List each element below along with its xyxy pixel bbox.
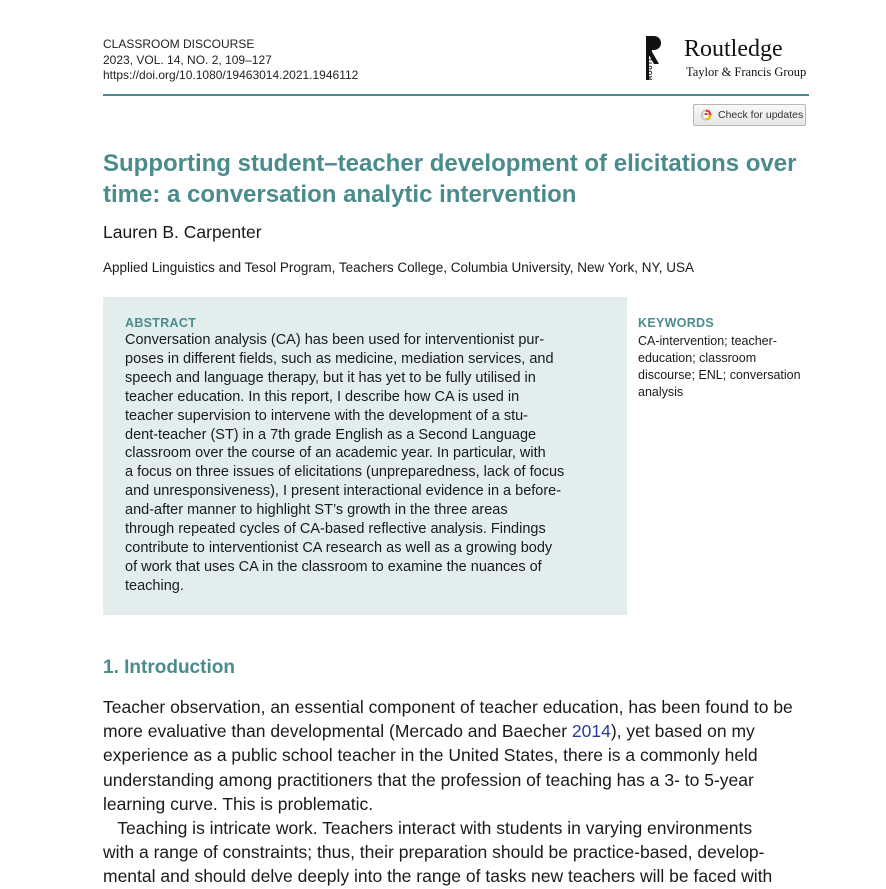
- body-line: Teaching is intricate work. Teachers interact with students in varying environments: [103, 818, 753, 839]
- author-name[interactable]: Lauren B. Carpenter: [103, 222, 262, 242]
- body-line: learning curve. This is problematic.: [103, 793, 374, 814]
- body-line: Teacher observation, an essential component of teacher education, has been found to be: [103, 697, 793, 717]
- introduction-body: [103, 695, 809, 889]
- abstract-text: [125, 331, 605, 596]
- author-affiliation: Applied Linguistics and Tesol Program, Teachers College, Columbia University, New York, NY, USA: [103, 260, 695, 275]
- journal-header: [103, 37, 358, 84]
- abstract-line: Conversation analysis (CA) has been used for interventionist pur-: [125, 332, 545, 348]
- abstract-line: and unresponsiveness), I present interactional evidence in a before-: [125, 483, 562, 500]
- abstract-line: classroom over the course of an academic year. In particular, with: [125, 445, 546, 462]
- article-title: Supporting student–teacher development of elicitations over time: a conversation analytic intervention: [103, 150, 797, 208]
- abstract-line: teacher education. In this report, I describe how CA is used in: [125, 388, 520, 405]
- check-for-updates-label: Check for updates: [718, 109, 804, 121]
- abstract-line: contribute to interventionist CA research as well as a growing body: [125, 539, 553, 556]
- abstract-heading: ABSTRACT: [125, 316, 197, 330]
- publisher-subtitle: Taylor & Francis Group: [686, 65, 807, 79]
- journal-name: CLASSROOM DISCOURSE: [103, 37, 255, 51]
- abstract-line: of work that uses CA in the classroom to examine the nuances of: [125, 558, 542, 575]
- journal-doi[interactable]: https://doi.org/10.1080/19463014.2021.1946112: [103, 68, 359, 82]
- abstract-box: [103, 297, 627, 615]
- abstract-line: and-after manner to highlight ST’s growth in the three areas: [125, 502, 508, 519]
- keywords-line: analysis: [638, 385, 684, 399]
- keywords-heading: KEYWORDS: [638, 316, 715, 330]
- journal-volume: 2023, VOL. 14, NO. 2, 109–127: [103, 52, 272, 67]
- publisher-logo[interactable]: [640, 32, 810, 84]
- citation-link[interactable]: 2014: [571, 721, 611, 742]
- abstract-line: teaching.: [125, 577, 184, 594]
- body-text-span: ), yet based on my: [610, 721, 755, 742]
- check-for-updates-button[interactable]: [693, 104, 806, 126]
- abstract-line: poses in different fields, such as medicine, mediation services, and: [125, 350, 554, 367]
- body-line: [103, 719, 809, 743]
- abstract-line: teacher supervision to intervene with the development of a stu-: [125, 407, 529, 424]
- publisher-name: Routledge: [684, 36, 783, 62]
- keywords-line: CA-intervention; teacher-: [638, 334, 777, 348]
- header-divider: [103, 94, 809, 96]
- abstract-line: dent-teacher (ST) in a 7th grade English as a Second Language: [125, 426, 537, 443]
- body-line: mental and should delve deeply into the range of tasks new teachers will be faced with: [103, 866, 773, 887]
- body-line: experience as a public school teacher in the United States, there is a commonly held: [103, 745, 758, 766]
- abstract-line: through repeated cycles of CA-based reflective analysis. Findings: [125, 521, 546, 538]
- crossmark-icon: [700, 109, 712, 121]
- body-line: understanding among practitioners that the profession of teaching has a 3- to 5-year: [103, 769, 754, 790]
- keywords-line: discourse; ENL; conversation: [638, 368, 801, 382]
- abstract-line: speech and language therapy, but it has yet to be fully utilised in: [125, 369, 536, 386]
- keywords-list: [638, 333, 818, 401]
- body-line: with a range of constraints; thus, their preparation should be practice-based, develop-: [103, 842, 765, 863]
- keywords-line: education; classroom: [638, 351, 757, 365]
- introduction-heading: 1. Introduction: [103, 657, 235, 678]
- logo-vertical-text: ROUTLEDGE: [648, 36, 654, 80]
- abstract-line: a focus on three issues of elicitations (unpreparedness, lack of focus: [125, 464, 565, 481]
- body-text-span: more evaluative than developmental (Mercado and Baecher: [103, 721, 572, 742]
